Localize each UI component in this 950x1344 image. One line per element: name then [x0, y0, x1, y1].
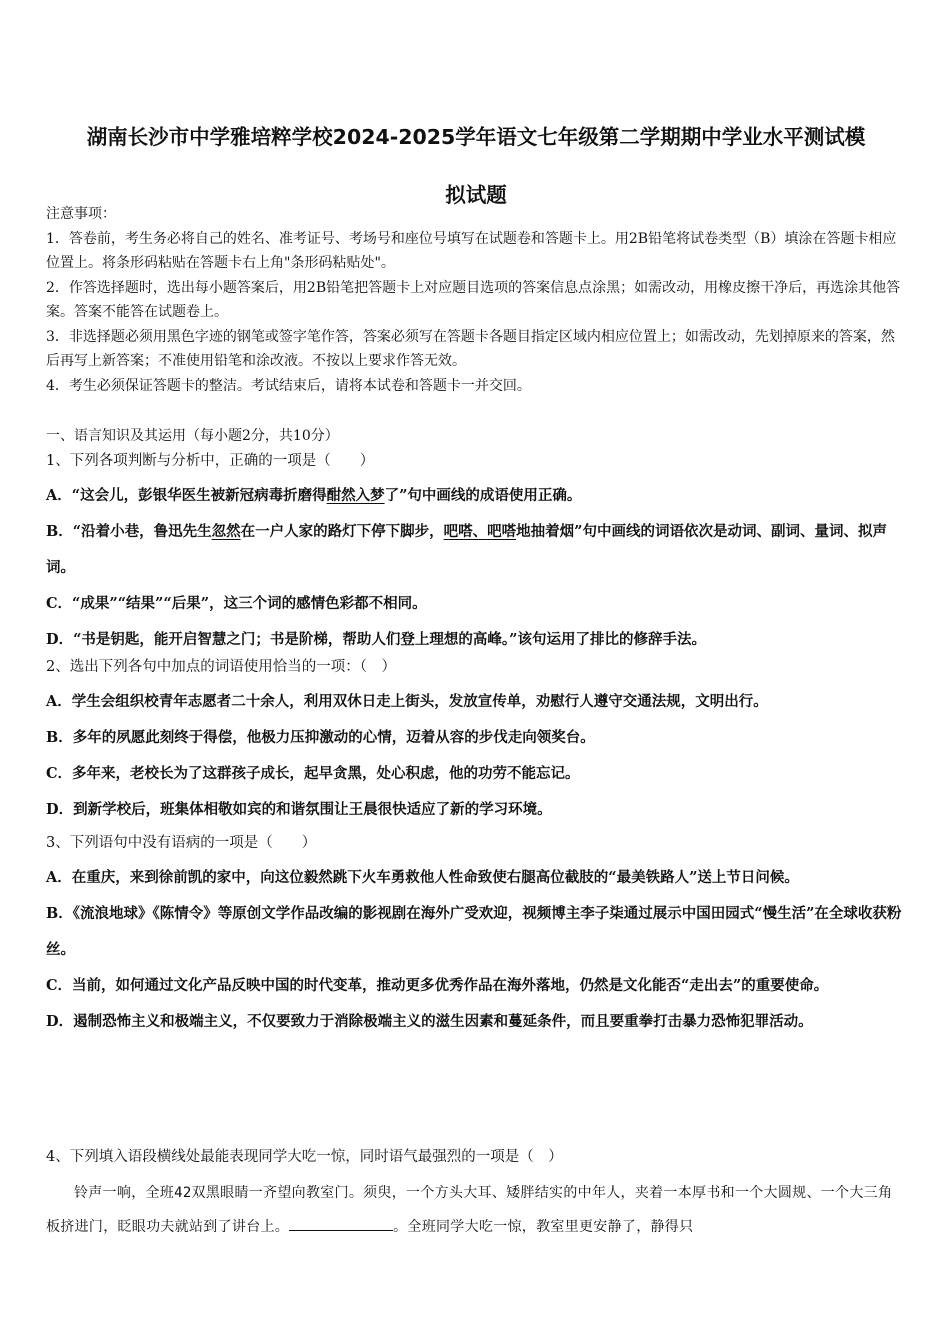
question-3-option-b: B．《流浪地球》《陈情令》等原创文学作品改编的影视剧在海外广受欢迎，视频博主李子柒通过展示中国田园式“慢生活”在全球收获粉丝。 — [46, 905, 902, 958]
title-line-2: 拟试题 — [445, 183, 507, 207]
question-2-option-d: D．到新学校后，班集体相敬如宾的和谐氛围让王晨很快适应了新的学习环境。 — [46, 801, 552, 818]
question-1 — [46, 444, 906, 658]
question-4 — [46, 1140, 906, 1174]
question-3 — [46, 826, 906, 1040]
note-item-3: 3．非选择题必须用黑色字迹的钢笔或签字笔作答，答案必须写在答题卡各题目指定区域内相应位置上；如需改动，先划掉原来的答案，然后再写上新答案；不准使用铅笔和涂改液。不按以上要求作答无效。 — [46, 328, 895, 369]
question-3-stem: 3、下列语句中没有语病的一项是（ ） — [46, 835, 317, 851]
notes-heading: 注意事项： — [46, 206, 116, 222]
question-2-option-b: B．多年的夙愿此刻终于得偿，他极力压抑激动的心情，迈着从容的步伐走向领奖台。 — [46, 729, 595, 746]
question-1-option-b: B．“沿着小巷，鲁迅先生忽然在一户人家的路灯下停下脚步，吧嗒、吧嗒地抽着烟”句中画线的词语依次是动词、副词、量词、拟声词。 — [46, 523, 887, 576]
section-heading-1: 一、语言知识及其运用（每小题2分，共10分） — [46, 428, 339, 444]
question-2 — [46, 650, 906, 828]
question-1-stem: 1、下列各项判断与分析中，正确的一项是（ ） — [46, 453, 375, 469]
question-1-option-c: C．“成果”“结果”“后果”，这三个词的感情色彩都不相同。 — [46, 595, 427, 612]
notes-section — [46, 202, 906, 398]
question-3-option-a: A．在重庆，来到徐前凯的家中，向这位毅然跳下火车勇救他人性命致使右腿高位截肢的“最美铁路人”送上节日问候。 — [46, 869, 799, 886]
title-line-1: 湖南长沙市中学雅培粹学校2024-2025学年语文七年级第二学期期中学业水平测试模 — [86, 125, 866, 149]
note-item-2: 2．作答选择题时，选出每小题答案后，用2B铅笔把答题卡上对应题目选项的答案信息点涂黑；如需改动，用橡皮擦干净后，再选涂其他答案。答案不能答在试题卷上。 — [46, 279, 901, 320]
question-3-option-c: C．当前，如何通过文化产品反映中国的时代变革，推动更多优秀作品在海外落地，仍然是文化能否“走出去”的重要使命。 — [46, 977, 829, 994]
question-1-option-a: A．“这会儿，彭银华医生被新冠病毒折磨得酣然入梦了”句中画线的成语使用正确。 — [46, 487, 582, 504]
note-item-4: 4．考生必须保证答题卡的整洁。考试结束后，请将本试卷和答题卡一并交回。 — [46, 377, 531, 394]
answer-blank[interactable] — [289, 1216, 393, 1231]
question-2-stem: 2、选出下列各句中加点的词语使用恰当的一项：（ ） — [46, 659, 396, 675]
question-4-stem: 4、下列填入语段横线处最能表现同学大吃一惊，同时语气最强烈的一项是（ ） — [46, 1149, 563, 1165]
question-2-option-c: C．多年来，老校长为了这群孩子成长，起早贪黑，处心积虑，他的功劳不能忘记。 — [46, 765, 580, 782]
note-item-1: 1．答卷前，考生务必将自己的姓名、准考证号、考场号和座位号填写在试题卷和答题卡上。用2B铅笔将试卷类型（B）填涂在答题卡相应位置上。将条形码粘贴在答题卡右上角"条形码粘贴处"。 — [46, 230, 897, 271]
question-2-option-a: A．学生会组织校青年志愿者二十余人，利用双休日走上街头，发放宣传单，劝慰行人遵守交通法规，文明出行。 — [46, 693, 768, 710]
question-1-option-d: D．“书是钥匙，能开启智慧之门；书是阶梯，帮助人们登上理想的高峰。”该句运用了排比的修辞手法。 — [46, 631, 707, 648]
question-4-passage: 铃声一响，全班42双黑眼睛一齐望向教室门。须臾，一个方头大耳、矮胖结实的中年人，夹着一本厚书和一个大圆规、一个大三角板挤进门，眨眼功夫就站到了讲台上。 。全班同学大吃一惊，教室里更安静了，静得只 — [46, 1185, 893, 1235]
question-3-option-d: D．遏制恐怖主义和极端主义，不仅要致力于消除极端主义的滋生因素和蔓延条件，而且要重拳打击暴力恐怖犯罪活动。 — [46, 1013, 813, 1030]
